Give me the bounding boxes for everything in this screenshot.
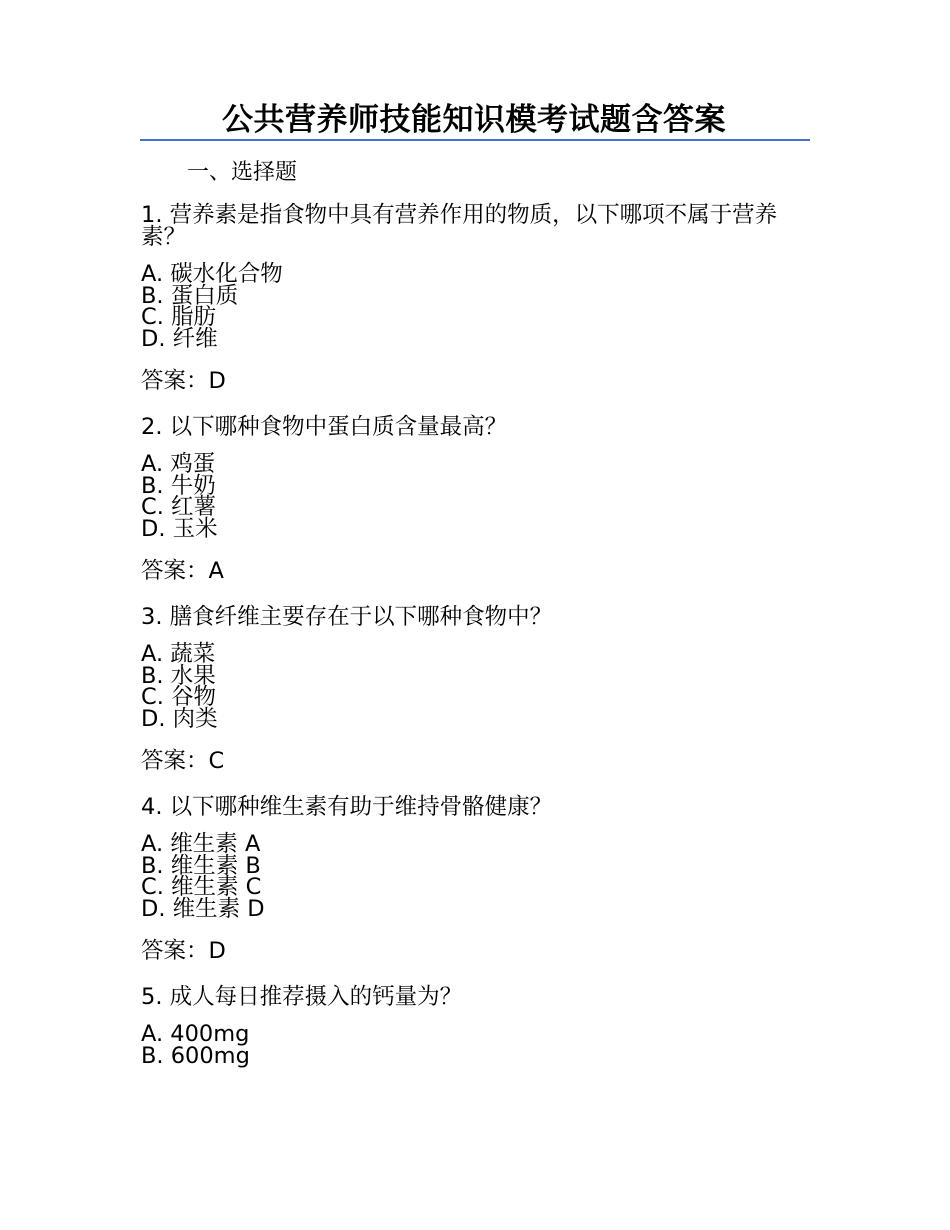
answer-text: 答案：D bbox=[141, 368, 226, 394]
option-d: D. 肉类 bbox=[141, 705, 218, 732]
title-underline bbox=[140, 139, 810, 141]
option-b: B. 牛奶 bbox=[141, 472, 216, 499]
option-list bbox=[141, 831, 821, 922]
option-d: D. 维生素 D bbox=[141, 895, 265, 922]
option-b: B. 600mg bbox=[141, 1042, 250, 1069]
option-a: A. 碳水化合物 bbox=[141, 261, 283, 287]
question-text: 1. 营养素是指食物中具有营养作用的物质，以下哪项不属于营养素？ bbox=[141, 202, 778, 250]
question-block-3 bbox=[141, 602, 821, 772]
question-text: 3. 膳食纤维主要存在于以下哪种食物中？ bbox=[141, 604, 553, 630]
option-list bbox=[141, 641, 821, 732]
option-a: A. 鸡蛋 bbox=[141, 451, 216, 477]
answer-text: 答案：D bbox=[141, 938, 226, 964]
question-block-5 bbox=[141, 982, 821, 1067]
option-c: C. 脂肪 bbox=[141, 304, 217, 330]
question-text: 4. 以下哪种维生素有助于维持骨骼健康？ bbox=[141, 794, 553, 820]
question-list bbox=[141, 200, 821, 1087]
option-a: A. 维生素 A bbox=[141, 831, 261, 857]
option-list bbox=[141, 261, 821, 352]
option-c: C. 维生素 C bbox=[141, 874, 262, 900]
option-b: B. 维生素 B bbox=[141, 852, 261, 879]
option-b: B. 蛋白质 bbox=[141, 282, 239, 309]
section-heading: 一、选择题 bbox=[187, 160, 298, 185]
option-b: B. 水果 bbox=[141, 662, 216, 689]
option-list bbox=[141, 1021, 821, 1069]
question-block-4 bbox=[141, 792, 821, 962]
answer-text: 答案：C bbox=[141, 748, 225, 774]
answer-text: 答案：A bbox=[141, 558, 224, 584]
option-d: D. 玉米 bbox=[141, 515, 218, 542]
page-title: 公共营养师技能知识模考试题含答案 bbox=[222, 102, 726, 138]
question-block-1 bbox=[141, 200, 821, 392]
question-block-2 bbox=[141, 412, 821, 582]
option-list bbox=[141, 451, 821, 542]
option-a: A. 蔬菜 bbox=[141, 641, 216, 667]
question-text: 2. 以下哪种食物中蛋白质含量最高？ bbox=[141, 414, 508, 440]
question-text: 5. 成人每日推荐摄入的钙量为？ bbox=[141, 984, 463, 1010]
option-a: A. 400mg bbox=[141, 1021, 250, 1047]
option-c: C. 红薯 bbox=[141, 494, 217, 520]
option-d: D. 纤维 bbox=[141, 325, 218, 352]
option-c: C. 谷物 bbox=[141, 684, 217, 710]
